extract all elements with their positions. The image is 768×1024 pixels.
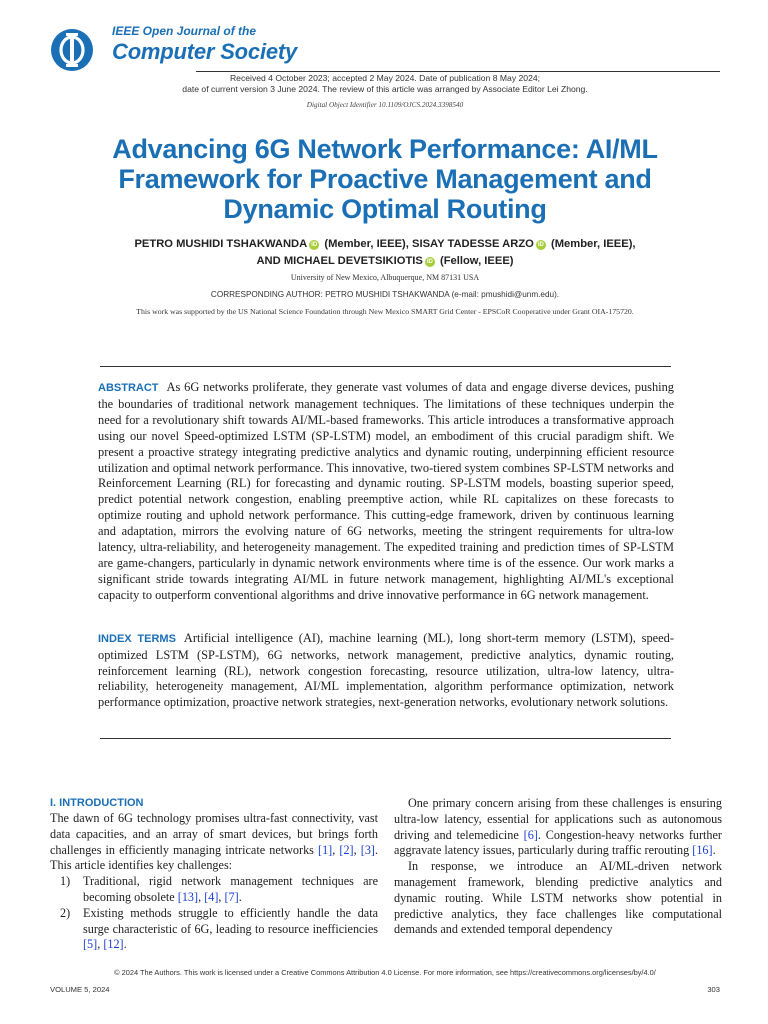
citation-link[interactable]: [5] — [83, 937, 98, 952]
article-title: Advancing 6G Network Performance: AI/ML Framework for Proactive Management and Dynamic Optimal Routing — [112, 134, 658, 224]
abstract-top-rule — [100, 366, 671, 367]
index-terms — [98, 631, 674, 711]
citation-link[interactable]: [7] — [224, 889, 239, 904]
doi-line: Digital Object Identifier 10.1109/OJCS.2024.3398540 — [306, 101, 464, 109]
orcid-icon[interactable]: iD — [311, 242, 318, 248]
orcid-icon[interactable]: iD — [537, 242, 544, 248]
citation-link[interactable]: [12] — [103, 937, 124, 952]
abstract-bottom-rule — [100, 738, 671, 739]
author-role: (Fellow, IEEE) — [439, 255, 514, 267]
citation-link[interactable]: [6] — [523, 827, 538, 842]
author-name: SISAY TADESSE ARZO — [412, 238, 534, 250]
received-dates: Received 4 October 2023; accepted 2 May 2024. Date of publication 8 May 2024; — [229, 73, 541, 83]
section-heading: I. INTRODUCTION — [50, 797, 144, 809]
abstract-text: As 6G networks proliferate, they generate vast volumes of data and engage diverse devices, pushing the boundaries of traditional network management techniques. The limitations of these techniques underpin the need for a revolutionary shift towards AI/ML-based frameworks. This article introduces a transformative approach using our novel Speed-optimized LSTM (SP-LSTM) model, an embodiment of this crucial paradigm shift. We present a proactive strategy integrating predictive analytics and dynamic routing, underpinning efficient resource utilization and optimal network performance. This innovative, two-tiered system combines SP-LSTM networks and Reinforcement Learning (RL) for forecasting and dynamic routing. SP-LSTM models, boasting superior speed, predict potential network congestion, enabling preemptive action, while RL capitalizes on these forecasts to optimize routing and uphold network performance. This cutting-edge framework, driven by continuous learning and adaptation, mirrors the evolving nature of 6G networks, meeting the stringent requirements for ultra-low latency, ultra-reliability, and heterogeneity management. The expedited training and prediction times of SP-LSTM are game-changers, particularly in dynamic network environments where time is of the essence. Our work marks a significant stride towards integrating AI/ML in future network management, highlighting AI/ML's exceptional capacity to outperform conventional algorithms and drive innovative performance in 6G network management. — [98, 380, 674, 602]
author-role: (Member, IEEE), — [550, 238, 636, 250]
journal-name-line2: Computer Society — [112, 39, 298, 64]
author-role: (Member, IEEE), — [324, 238, 409, 250]
page-number: 303 — [707, 985, 720, 994]
abstract — [98, 380, 674, 604]
index-terms-label: INDEX TERMS — [98, 633, 176, 645]
citation-link[interactable]: [4] — [204, 889, 219, 904]
list-item: 2) Existing methods struggle to efficiently handle the data surge characteristic of 6G, leading to resource inefficiencies [5], [12]. — [60, 905, 378, 952]
abstract-label: ABSTRACT — [98, 382, 159, 394]
journal-name-line1: IEEE Open Journal of the — [112, 24, 257, 38]
license-note: © 2024 The Authors. This work is licensed under a Creative Commons Attribution 4.0 License. For more information, see https://creativecommons.org/licenses/by/4.0/ — [114, 968, 656, 977]
funding-note: This work was supported by the US National Science Foundation through New Mexico SMART Grid Center - EPSCoR Cooperative under Grant OIA-175720. — [136, 307, 634, 316]
author-list — [60, 236, 710, 270]
citation-link[interactable]: [2] — [339, 842, 354, 857]
current-version-line: date of current version 3 June 2024. The review of this article was arranged by Associate Editor Lei Zhong. — [182, 84, 588, 94]
citation-link[interactable]: [1] — [318, 842, 333, 857]
author-name: PETRO MUSHIDI TSHAKWANDA — [134, 238, 308, 250]
header-rule — [196, 71, 720, 72]
intro-paragraph: The dawn of 6G technology promises ultra-fast connectivity, vast data capacities, and an array of smart devices, but brings forth challenges in efficiently managing intricate networks [1], [2], [3]. This article identifies key challenges: — [50, 811, 379, 873]
intro-paragraph: One primary concern arising from these challenges is ensuring ultra-low latency, essential for applications such as autonomous driving and telemedicine [6]. Congestion-heavy networks further aggravate latency issues, particularly during traffic rerouting [16]. — [394, 796, 722, 858]
volume-label: VOLUME 5, 2024 — [50, 985, 110, 994]
intro-paragraph: In response, we introduce an AI/ML-driven network management framework, blending predictive analytics and dynamic routing. While LSTM networks show potential in predictive analytics, they face challenges like computational demands and extended temporal dependency — [394, 859, 722, 937]
citation-link[interactable]: [16] — [692, 843, 713, 858]
index-terms-text: Artificial intelligence (AI), machine learning (ML), long short-term memory (LSTM), speed-optimized LSTM (SP-LSTM), 6G networks, network management, predictive analytics, dynamic routing, reinforcement learning (RL), network congestion forecasting, resource utilization, ultra-low latency, ultra-reliability, heterogeneity management, AI/ML implementation, algorithm performance optimization, network performance optimization, proactive network strategies, next-generation networks, evolutionary network solutions. — [98, 631, 674, 710]
ieee-cs-logo-icon — [50, 28, 94, 72]
author-name: AND MICHAEL DEVETSIKIOTIS — [256, 255, 423, 267]
list-item: 1) Traditional, rigid network management techniques are becoming obsolete [13], [4], [7]. — [60, 874, 378, 904]
orcid-icon[interactable]: iD — [426, 259, 433, 265]
affiliation: University of New Mexico, Albuquerque, NM 87131 USA — [290, 273, 480, 282]
left-column — [50, 796, 378, 953]
corresponding-author: CORRESPONDING AUTHOR: PETRO MUSHIDI TSHAKWANDA (e-mail: pmushidi@unm.edu). — [210, 290, 560, 299]
citation-link[interactable]: [13] — [177, 889, 199, 904]
citation-link[interactable]: [3] — [360, 842, 375, 857]
right-column — [394, 796, 722, 938]
journal-header — [50, 22, 720, 72]
